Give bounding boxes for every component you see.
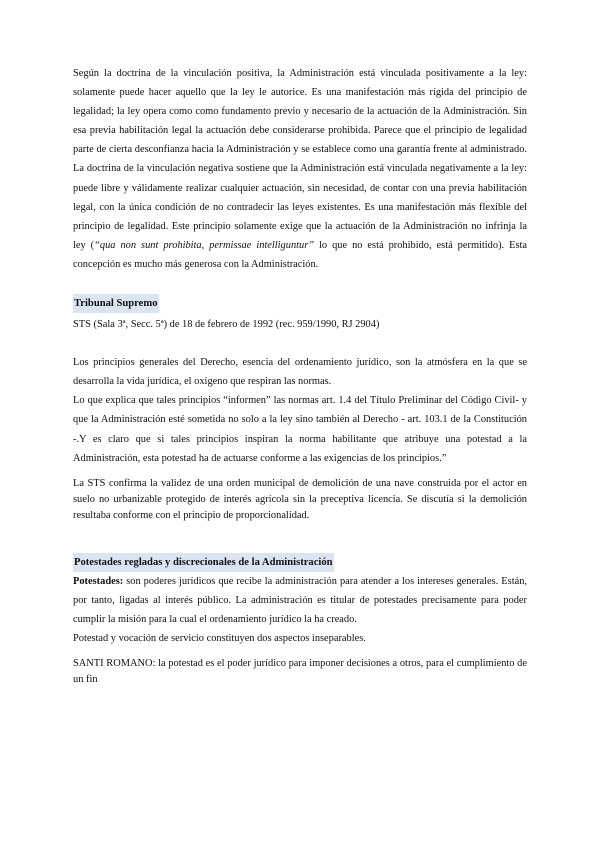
section-heading-tribunal-supremo: Tribunal Supremo	[73, 294, 159, 313]
paragraph-vocacion: Potestad y vocación de servicio constituyen dos aspectos inseparables.	[73, 632, 366, 644]
citation: STS (Sala 3ª, Secc. 5ª) de 18 de febrero de 1992 (rec. 959/1990, RJ 2904)	[73, 319, 380, 331]
paragraph-text-end: lo que no está prohibido, está permitido). Esta concepción es mucho más generosa con la Administración.	[73, 239, 527, 270]
term-label: Potestades:	[73, 575, 124, 587]
definition-text: son poderes jurídicos que recibe la administración para atender a los intereses generales. Están, por tanto, ligadas al interés público. La administración es titular de potestades precisamente para poder cumplir la misión para la cual el ordenamiento jurídico la ha creado.	[73, 575, 527, 625]
latin-quote: “qua non sunt prohibita, permissae intelliguntur”	[94, 239, 315, 251]
heading-block	[73, 294, 527, 313]
paragraph-sts: La STS confirma la validez de una orden municipal de demolición de una nave construida por el actor en suelo no urbanizable protegido de interés agrícola sin la preceptiva licencia. Se discutía si la demolición resultaba conforme con el principio de proporcionalidad.	[73, 477, 527, 521]
paragraph-text: Según la doctrina de la vinculación positiva, la Administración está vinculada positivamente a la ley: solamente puede hacer aquello que la ley le autorice. Es una manifestación más rígida del principio de legalidad; la ley opera como como fundamento previo y necesario de la actuación de la Administración. Sin esa previa habilitación legal la actuación debe considerarse prohibida. Parece que el principio de legalidad parte de cierta desconfianza hacia la Administración y se establece como una garantía frente al administrado. La doctrina de la vinculación negativa sostiene que la Administración está vinculada negativamente a la ley: puede libre y válidamente realizar cualquier actuación, sin necesidad, de contar con una previa habilitación legal, con la única condición de no contradecir las leyes existentes. Es una manifestación más flexible del principio de legalidad. Este principio solamente exige que la actuación de la Administración no infrinja la ley (	[73, 68, 527, 251]
paragraph-explica: Lo que explica que tales principios “informen” las normas art. 1.4 del Título Preliminar del Código Civil- y que la Administración esté sometida no solo a la ley sino también al Derecho - art. 103.1 de la Constitución -.Y es claro que si tales principios inspiran la norma habilitante que atribuye una potestad a la Administración, esta potestad ha de actuarse conforme a las exigencias de los principios.”	[73, 395, 527, 464]
heading-block	[73, 553, 527, 572]
paragraph-principios: Los principios generales del Derecho, esencia del ordenamiento jurídico, son la atmósfera en la que se desarrolla la vida jurídica, el oxígeno que respiran las normas.	[73, 357, 527, 388]
section-heading-potestades: Potestades regladas y discrecionales de la Administración	[73, 553, 334, 572]
paragraph-potestades	[73, 572, 527, 629]
paragraph-santi-romano: SANTI ROMANO: la potestad es el poder jurídico para imponer decisiones a otros, para el cumplimiento de un fin	[73, 658, 527, 686]
paragraph-vinculacion	[73, 64, 527, 274]
document-page	[73, 64, 527, 688]
